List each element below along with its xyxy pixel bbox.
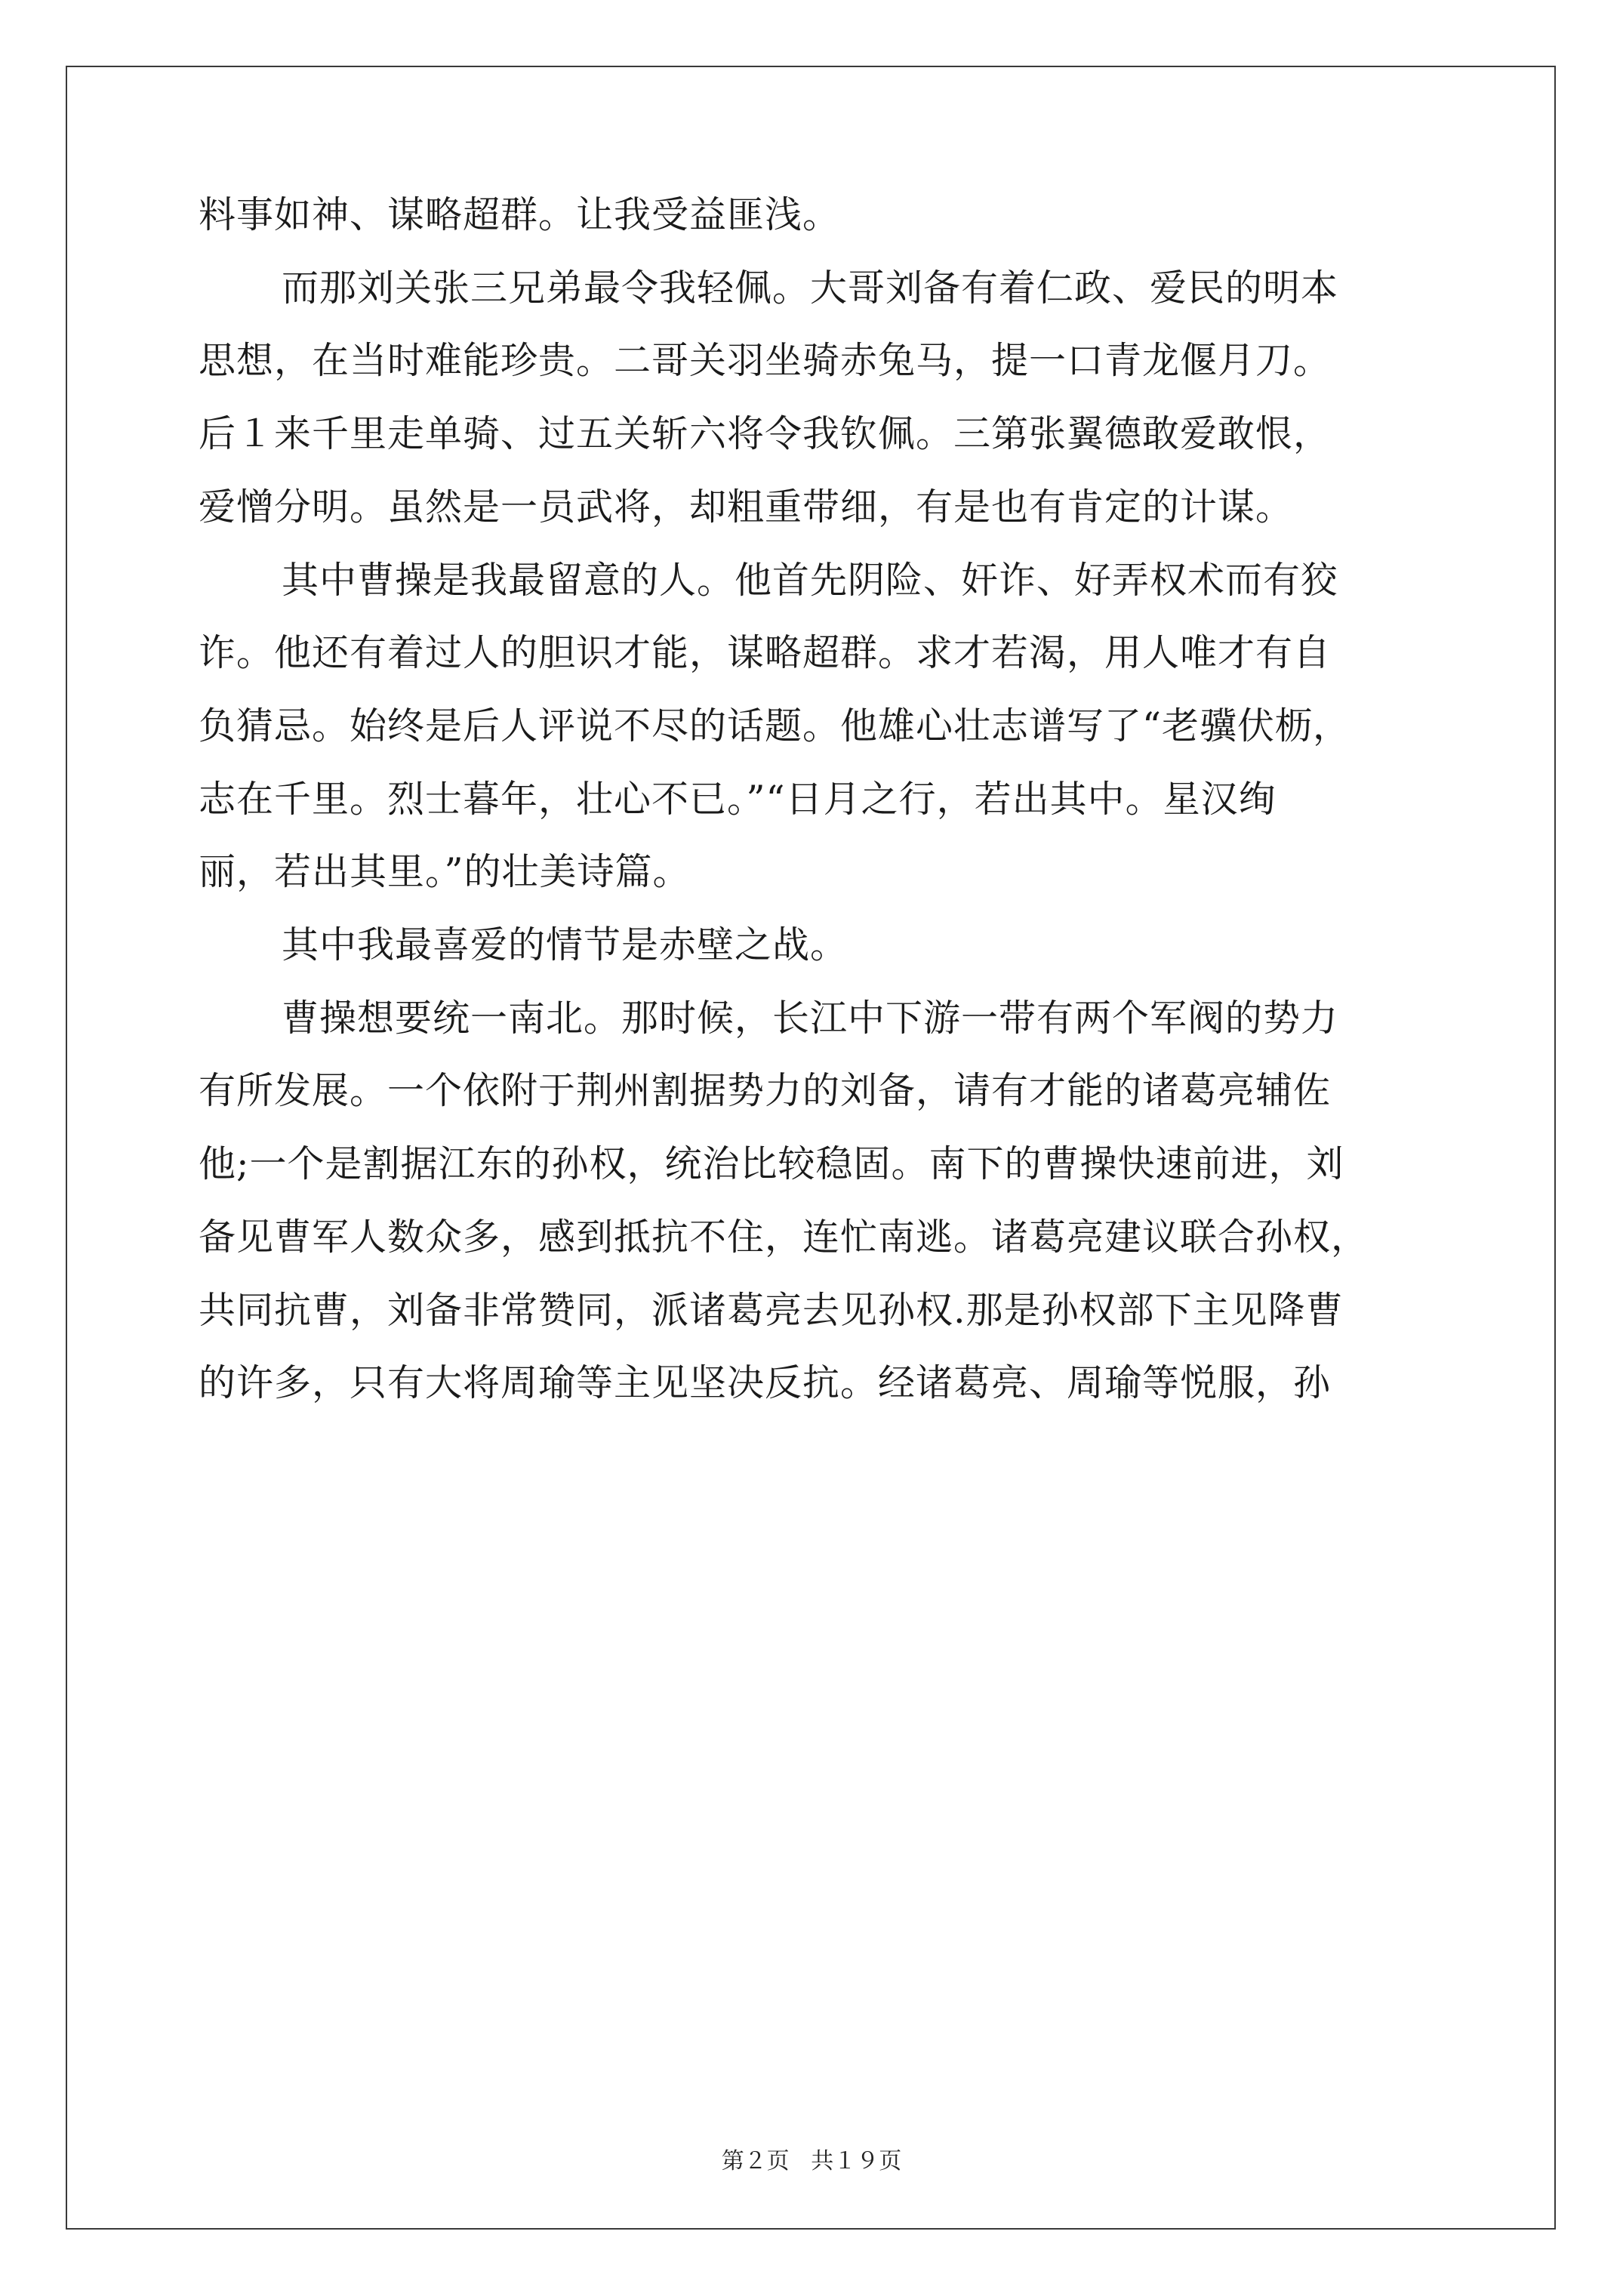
text-line-content: 诈。他还有着过人的胆识才能，谋略超群。求才若渴，用人唯才有自 xyxy=(199,631,1332,675)
text-line-content: 料事如神、谋略超群。让我受益匪浅。 xyxy=(199,193,841,236)
page-footer xyxy=(0,2142,1623,2175)
text-line-content: 共同抗曹，刘备非常赞同，派诸葛亮去见孙权.那是孙权部下主见降曹 xyxy=(199,1288,1344,1332)
text-line-content: 志在千里。烈士暮年，壮心不已。”“日月之行，若出其中。星汉绚 xyxy=(199,777,1277,821)
text-line-content: 负猜忌。始终是后人评说不尽的话题。他雄心壮志谱写了“老骥伏枥， xyxy=(199,704,1351,747)
text-line-content: 爱憎分明。虽然是一员武将，却粗重带细，有是也有肯定的计谋。 xyxy=(199,485,1294,529)
text-line-content: 的许多，只有大将周瑜等主见坚决反抗。经诸葛亮、周瑜等悦服，孙 xyxy=(199,1361,1332,1405)
text-line-content: 思想，在当时难能珍贵。二哥关羽坐骑赤兔马，提一口青龙偃月刀。 xyxy=(199,339,1332,383)
text-line-content: 曹操想要统一南北。那时候，长江中下游一带有两个军阀的势力 xyxy=(282,996,1339,1040)
text-line-content: 而那刘关张三兄弟最令我轻佩。大哥刘备有着仁政、爱民的明本 xyxy=(282,266,1339,310)
footer-spacer xyxy=(790,2148,812,2174)
page-total: 共１９页 xyxy=(811,2148,902,2174)
text-line-content: 有所发展。一个依附于荆州割据势力的刘备，请有才能的诸葛亮辅佐 xyxy=(199,1069,1332,1113)
page-number: 第２页 xyxy=(721,2148,790,2174)
text-line-content: 备见曹军人数众多，感到抵抗不住，连忙南逃。诸葛亮建议联合孙权， xyxy=(199,1215,1369,1259)
text-line-content: 他;一个是割据江东的孙权，统治比较稳固。南下的曹操快速前进，刘 xyxy=(199,1142,1344,1186)
text-line-content: 其中曹操是我最留意的人。他首先阴险、奸诈、好弄权术而有狡 xyxy=(282,558,1339,602)
text-line-content: 后１来千里走单骑、过五关斩六将令我钦佩。三第张翼德敢爱敢恨， xyxy=(199,412,1332,456)
text-line-content: 丽，若出其里。”的壮美诗篇。 xyxy=(199,850,691,894)
text-line-content: 其中我最喜爱的情节是赤壁之战。 xyxy=(282,923,848,966)
